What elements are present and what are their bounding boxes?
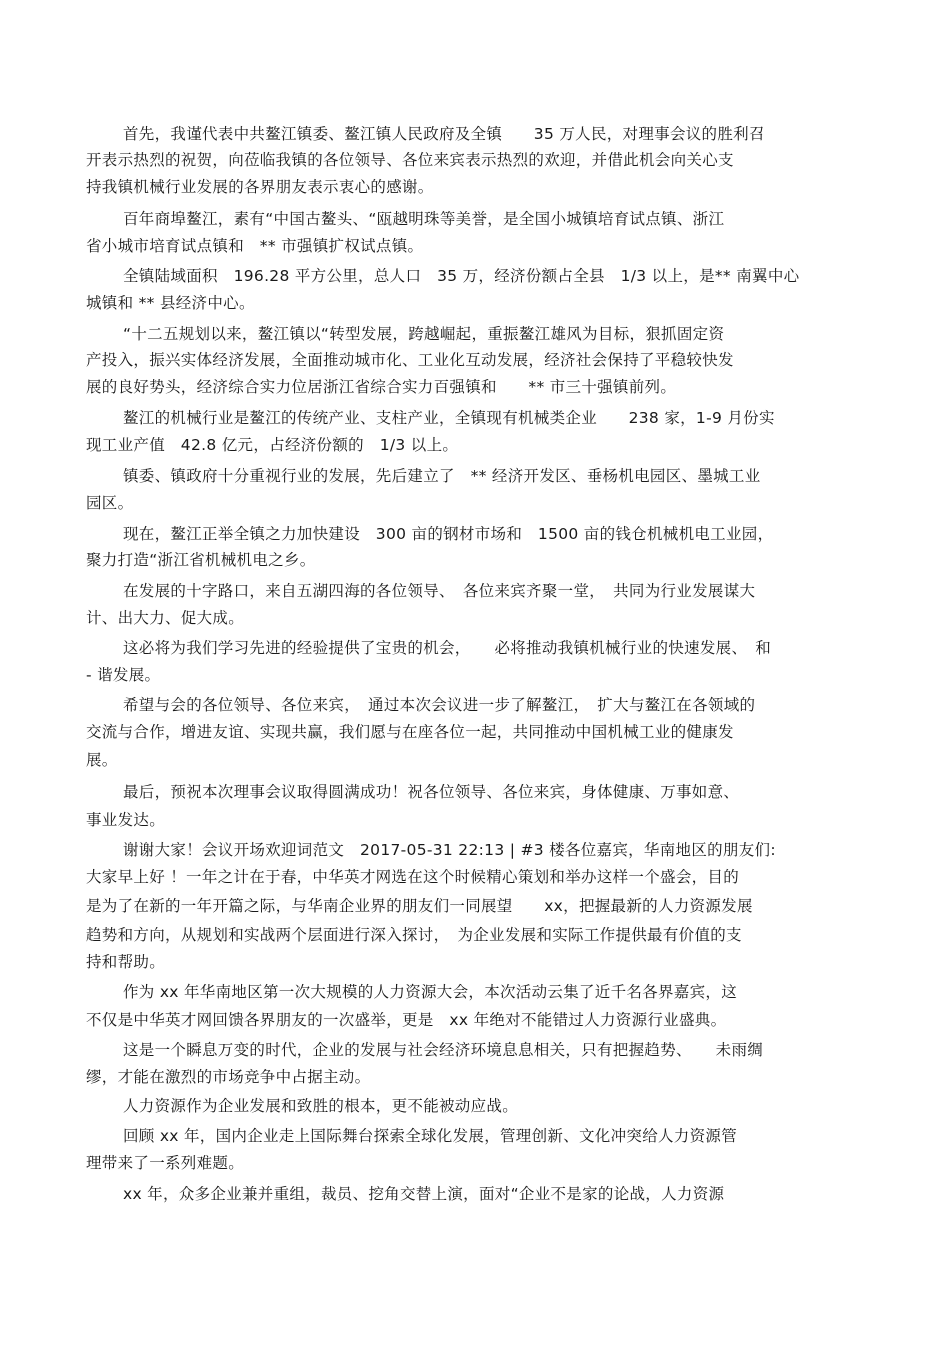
text-line: 回顾 xx 年，国内企业走上国际舞台探索全球化发展，管理创新、文化冲突给人力资源管: [123, 1127, 738, 1145]
text-line: 计、出大力、促大成。: [86, 609, 245, 627]
text-line: 希望与会的各位领导、各位来宾， 通过本次会议进一步了解鳌江， 扩大与鳌江在各领域的: [123, 696, 756, 714]
text-line: 城镇和 ** 县经济中心。: [86, 294, 255, 312]
text-line: 展。: [86, 751, 118, 769]
text-line: “十二五规划以来，鳌江镇以“转型发展，跨越崛起，重振鳌江雄风为目标，狠抓固定资: [123, 325, 725, 343]
text-line: 大家早上好 ！一年之计在于春，中华英才网选在这个时候精心策划和举办这样一个盛会，目的: [86, 868, 740, 886]
text-line: 这必将为我们学习先进的经验提供了宝贵的机会， 必将推动我镇机械行业的快速发展、 和: [123, 639, 772, 657]
text-line: 事业发达。: [86, 811, 166, 829]
text-line: 趋势和方向，从规划和实战两个层面进行深入探讨， 为企业发展和实际工作提供最有价值的支: [86, 926, 742, 944]
text-line: 是为了在新的一年开篇之际，与华南企业界的朋友们一同展望 xx，把握最新的人力资源发展: [86, 897, 753, 915]
text-line: 镇委、镇政府十分重视行业的发展，先后建立了 ** 经济开发区、垂杨机电园区、墨城工业: [123, 467, 761, 485]
text-line: 最后，预祝本次理事会议取得圆满成功！祝各位领导、各位来宾，身体健康、万事如意、: [123, 783, 740, 801]
text-line: 持我镇机械行业发展的各界朋友表示衷心的感谢。: [86, 178, 434, 196]
text-line: 现工业产值 42.8 亿元，占经济份额的 1/3 以上。: [86, 436, 459, 454]
text-line: 园区。: [86, 494, 134, 512]
text-line: 这是一个瞬息万变的时代，企业的发展与社会经济环境息息相关，只有把握趋势、 未雨绸: [123, 1041, 764, 1059]
text-line: 全镇陆域面积 196.28 平方公里，总人口 35 万，经济份额占全县 1/3 以上，是** 南翼中心: [123, 267, 800, 285]
text-line: 谢谢大家！会议开场欢迎词范文 2017-05-31 22:13 | #3 楼各位嘉宾，华南地区的朋友们:: [123, 841, 776, 859]
text-line: 人力资源作为企业发展和致胜的根本，更不能被动应战。: [123, 1097, 519, 1115]
text-line: 省小城市培育试点镇和 ** 市强镇扩权试点镇。: [86, 237, 424, 255]
text-line: 在发展的十字路口，来自五湖四海的各位领导、 各位来宾齐聚一堂， 共同为行业发展谋大: [123, 582, 756, 600]
text-line: 产投入，振兴实体经济发展，全面推动城市化、工业化互动发展，经济社会保持了平稳较快发: [86, 351, 734, 369]
text-line: 开表示热烈的祝贺，向莅临我镇的各位领导、各位来宾表示热烈的欢迎，并借此机会向关心支: [86, 151, 734, 169]
text-line: 聚力打造“浙江省机械机电之乡。: [86, 551, 316, 569]
text-line: 持和帮助。: [86, 953, 166, 971]
text-line: 鳌江的机械行业是鳌江的传统产业、支柱产业，全镇现有机械类企业 238 家，1-9 月份实: [123, 409, 775, 427]
text-line: 交流与合作，增进友谊、实现共赢，我们愿与在座各位一起，共同推动中国机械工业的健康发: [86, 723, 734, 741]
text-line: 理带来了一系列难题。: [86, 1154, 245, 1172]
text-line: xx 年，众多企业兼并重组，裁员、挖角交替上演，面对“企业不是家的论战，人力资源: [123, 1185, 725, 1203]
text-line: 百年商埠鳌江，素有“中国古鳌头、“瓯越明珠等美誉，是全国小城镇培育试点镇、浙江: [123, 210, 725, 228]
text-line: 作为 xx 年华南地区第一次大规模的人力资源大会，本次活动云集了近千名各界嘉宾，这: [123, 983, 738, 1001]
text-line: 缪，才能在激烈的市场竞争中占据主动。: [86, 1068, 371, 1086]
text-line: - 谐发展。: [86, 666, 161, 684]
text-line: 首先，我谨代表中共鳌江镇委、鳌江镇人民政府及全镇 35 万人民，对理事会议的胜利召: [123, 125, 765, 143]
text-line: 现在，鳌江正举全镇之力加快建设 300 亩的钢材市场和 1500 亩的钱仓机械机电工业园，: [123, 525, 774, 543]
text-line: 展的良好势头，经济综合实力位居浙江省综合实力百强镇和 ** 市三十强镇前列。: [86, 378, 677, 396]
text-line: 不仅是中华英才网回馈各界朋友的一次盛举，更是 xx 年绝对不能错过人力资源行业盛典。: [86, 1011, 727, 1029]
